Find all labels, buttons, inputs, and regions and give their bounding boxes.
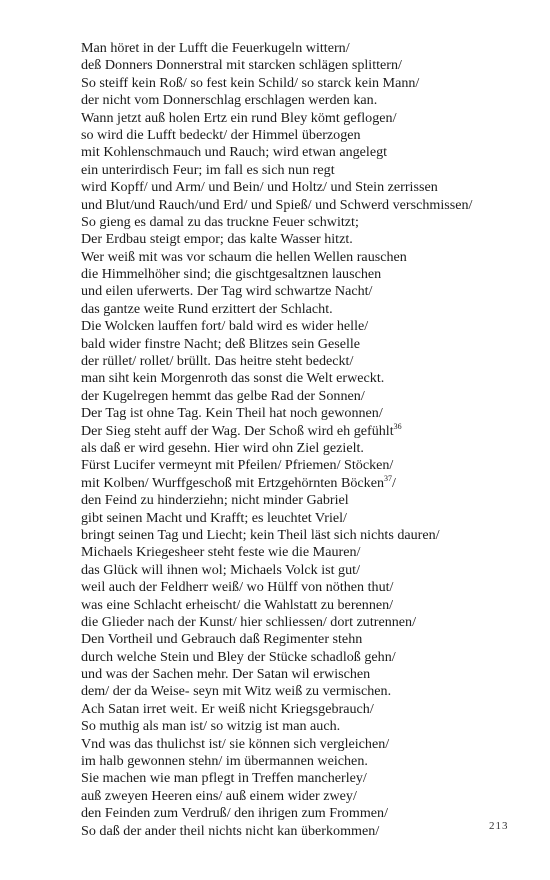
poem-line — [81, 597, 521, 614]
poem-line — [81, 457, 521, 474]
poem-line — [81, 649, 521, 666]
line-text: gibt seinen Macht und Krafft; es leuchtet Vriel/ — [81, 509, 347, 526]
line-text: So steiff kein Roß/ so fest kein Schild/ so starck kein Mann/ — [81, 74, 420, 91]
footnote-marker: 37 — [384, 473, 393, 483]
line-text: mit Kolben/ Wurffgeschoß mit Ertzgehörnten Böcken — [81, 474, 385, 491]
poem-line — [81, 440, 521, 457]
poem-line — [81, 823, 521, 840]
poem-line — [81, 266, 521, 283]
poem-line — [81, 718, 521, 735]
poem-line — [81, 231, 521, 248]
poem-line — [81, 527, 521, 544]
line-text: im halb gewonnen stehn/ im übermannen weichen. — [81, 753, 368, 770]
line-text: Ach Satan irret weit. Er weiß nicht Kriegsgebrauch/ — [81, 700, 374, 717]
poem-line — [81, 197, 521, 214]
poem-line — [81, 370, 521, 387]
line-text: das gantze weite Rund erzittert der Schlacht. — [81, 300, 333, 317]
page-number: 213 — [489, 820, 509, 832]
poem-line — [81, 579, 521, 596]
line-text: das Glück will ihnen wol; Michaels Volck ist gut/ — [81, 561, 360, 578]
line-text: wird Kopff/ und Arm/ und Bein/ und Holtz/ und Stein zerrissen — [81, 179, 438, 196]
line-text: Der Erdbau steigt empor; das kalte Wasser hitzt. — [81, 231, 353, 248]
poem-line — [81, 701, 521, 718]
line-text: bringt seinen Tag und Liecht; kein Theil läst sich nichts dauren/ — [81, 526, 440, 543]
poem-line — [81, 92, 521, 109]
poem-line — [81, 788, 521, 805]
line-text: Der Sieg steht auff der Wag. Der Schoß wird eh gefühlt — [81, 422, 394, 439]
line-text: der Kugelregen hemmt das gelbe Rad der Sonnen/ — [81, 387, 365, 404]
line-text: deß Donners Donnerstral mit starcken schlägen splittern/ — [81, 57, 402, 74]
line-text: ein unterirdisch Feur; im fall es sich nun regt — [81, 161, 335, 178]
poem-line — [81, 353, 521, 370]
line-text: die Himmelhöher sind; die gischtgesaltznen lauschen — [81, 266, 382, 283]
line-text: der nicht vom Donnerschlag erschlagen werden kan. — [81, 92, 378, 109]
line-text: und eilen uferwerts. Der Tag wird schwartze Nacht/ — [81, 283, 373, 300]
poem-line — [81, 405, 521, 422]
line-text: Wann jetzt auß holen Ertz ein rund Bley kömt geflogen/ — [81, 109, 397, 126]
poem-line — [81, 805, 521, 822]
line-text: weil auch der Feldherr weiß/ wo Hülff von nöthen thut/ — [81, 579, 394, 596]
line-text: Fürst Lucifer vermeynt mit Pfeilen/ Pfriemen/ Stöcken/ — [81, 457, 394, 474]
poem-line — [81, 631, 521, 648]
line-text: durch welche Stein und Bley der Stücke schadloß gehn/ — [81, 648, 396, 665]
poem-line — [81, 388, 521, 405]
poem-line — [81, 318, 521, 335]
poem-line — [81, 510, 521, 527]
line-tail: / — [392, 474, 396, 491]
poem-line — [81, 336, 521, 353]
line-text: Den Vortheil und Gebrauch daß Regimenter stehn — [81, 631, 363, 648]
line-text: den Feind zu hinderziehn; nicht minder Gabriel — [81, 492, 349, 509]
poem-line — [81, 753, 521, 770]
poem-line — [81, 475, 521, 492]
line-text: die Glieder nach der Kunst/ hier schliessen/ dort zutrennen/ — [81, 613, 417, 630]
poem-line — [81, 162, 521, 179]
line-text: was eine Schlacht erheischt/ die Wahlstatt zu berennen/ — [81, 596, 394, 613]
line-text: So gieng es damal zu das truckne Feuer schwitzt; — [81, 213, 359, 230]
line-text: den Feinden zum Verdruß/ den ihrigen zum Frommen/ — [81, 805, 388, 822]
line-text: Der Tag ist ohne Tag. Kein Theil hat noch gewonnen/ — [81, 405, 383, 422]
line-text: dem/ der da Weise- seyn mit Witz weiß zu vermischen. — [81, 683, 392, 700]
poem-line — [81, 179, 521, 196]
footnote-marker: 36 — [393, 421, 402, 431]
poem-line — [81, 301, 521, 318]
poem-line — [81, 283, 521, 300]
line-text: Michaels Kriegesheer steht feste wie die Mauren/ — [81, 544, 361, 561]
poem-line — [81, 40, 521, 57]
poem-line — [81, 214, 521, 231]
poem-line — [81, 423, 521, 440]
line-text: auß zweyen Heeren eins/ auß einem wider zwey/ — [81, 787, 357, 804]
line-text: So muthig als man ist/ so witzig ist man auch. — [81, 718, 341, 735]
line-text: als daß er wird gesehn. Hier wird ohn Ziel gezielt. — [81, 439, 364, 456]
poem-line — [81, 127, 521, 144]
line-text: Wer weiß mit was vor schaum die hellen Wellen rauschen — [81, 248, 407, 265]
line-text: bald wider finstre Nacht; deß Blitzes sein Geselle — [81, 335, 361, 352]
poem-line — [81, 736, 521, 753]
poem-line — [81, 144, 521, 161]
poem-line — [81, 492, 521, 509]
poem-line — [81, 110, 521, 127]
line-text: So daß der ander theil nichts nicht kan überkommen/ — [81, 822, 380, 839]
line-text: mit Kohlenschmauch und Rauch; wird etwan angelegt — [81, 144, 388, 161]
poem-line — [81, 544, 521, 561]
line-text: man siht kein Morgenroth das sonst die Welt erweckt. — [81, 370, 385, 387]
poem-line — [81, 75, 521, 92]
poem-line — [81, 57, 521, 74]
poem-line — [81, 562, 521, 579]
poem-line — [81, 249, 521, 266]
line-text: Vnd was das thulichst ist/ sie können sich vergleichen/ — [81, 735, 390, 752]
poem-text — [81, 40, 521, 840]
poem-line — [81, 770, 521, 787]
line-text: und Blut/und Rauch/und Erd/ und Spieß/ und Schwerd verschmissen/ — [81, 196, 473, 213]
line-text: Die Wolcken lauffen fort/ bald wird es wider helle/ — [81, 318, 369, 335]
poem-line — [81, 683, 521, 700]
line-text: Sie machen wie man pflegt in Treffen mancherley/ — [81, 770, 367, 787]
line-text: und was der Sachen mehr. Der Satan wil erwischen — [81, 666, 371, 683]
line-text: so wird die Lufft bedeckt/ der Himmel überzogen — [81, 126, 361, 143]
line-text: Man höret in der Lufft die Feuerkugeln wittern/ — [81, 40, 350, 56]
poem-line — [81, 666, 521, 683]
line-text: der rüllet/ rollet/ brüllt. Das heitre steht bedeckt/ — [81, 353, 354, 370]
poem-line — [81, 614, 521, 631]
